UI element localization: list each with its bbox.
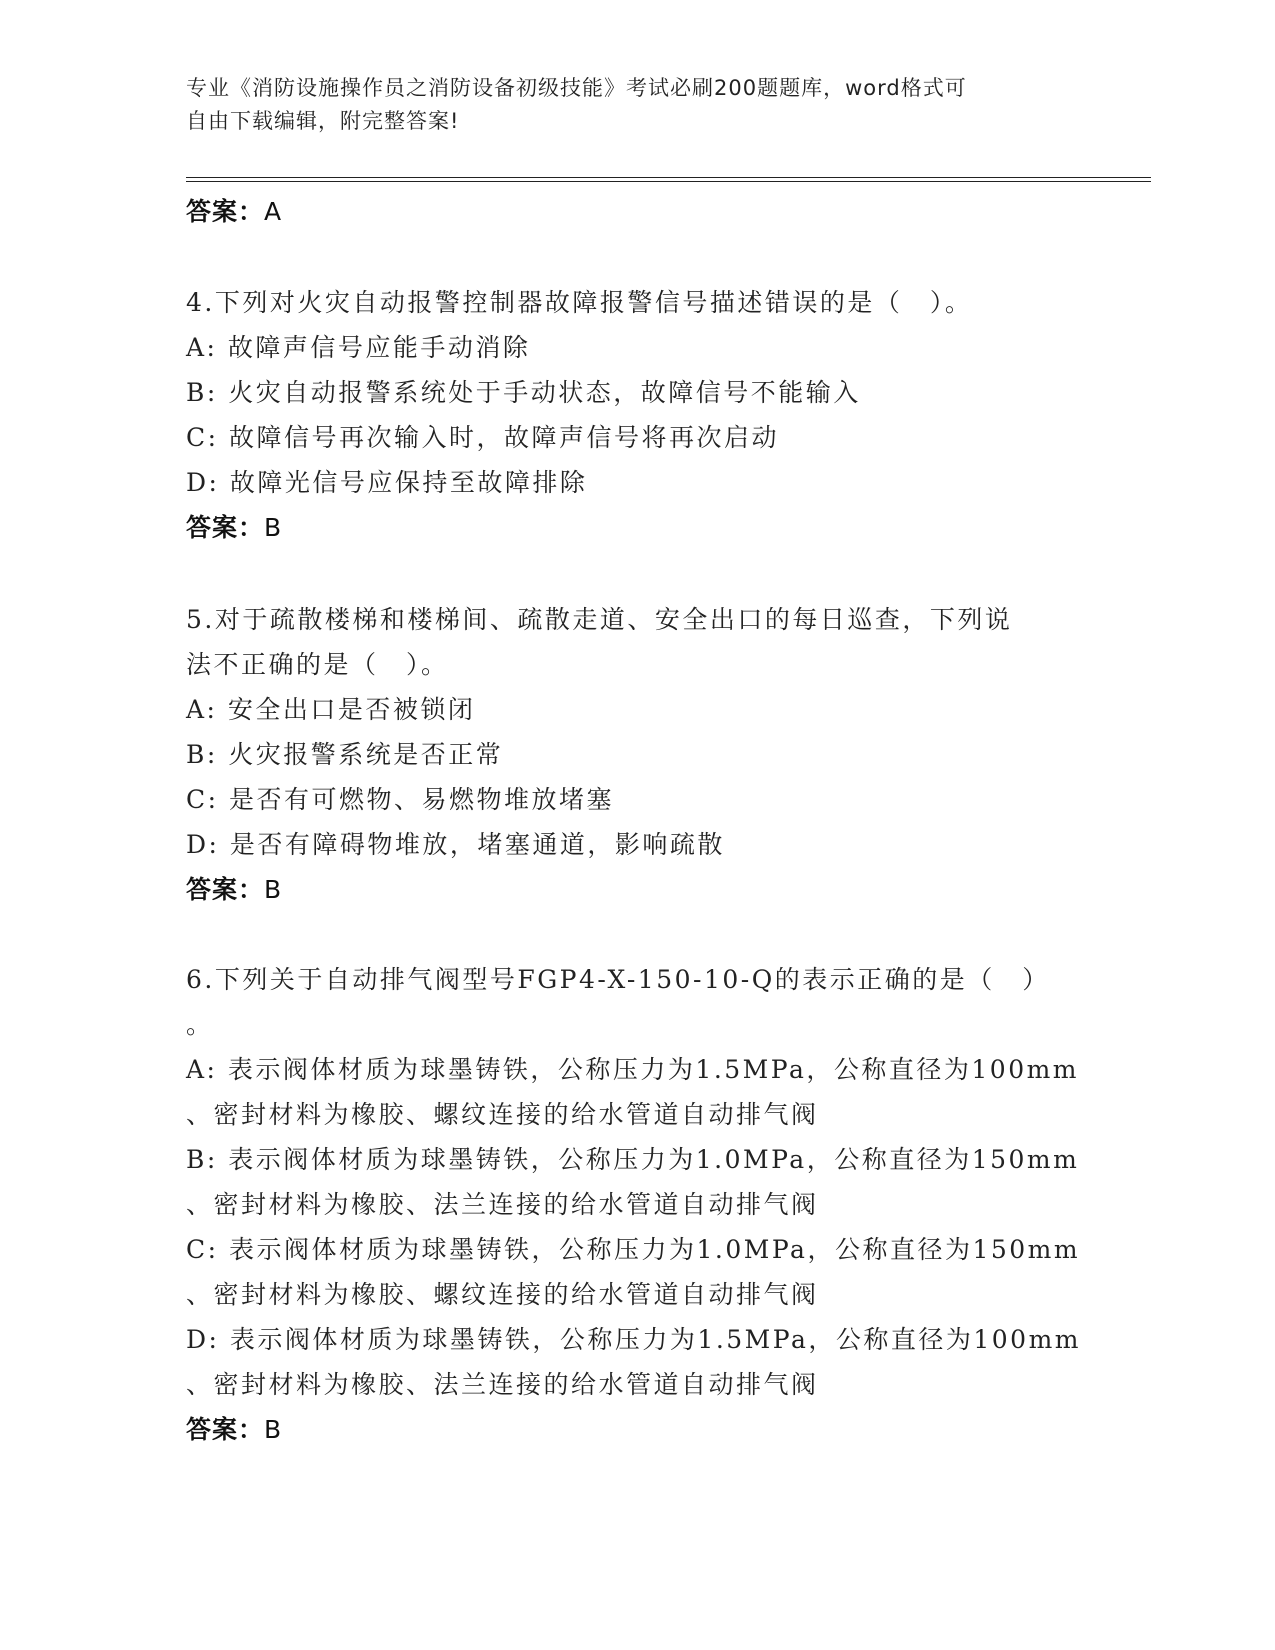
q5-option-b: B: 火灾报警系统是否正常 (186, 740, 504, 769)
q4-option-a: A: 故障声信号应能手动消除 (186, 333, 531, 362)
q6-option-c-line-2: 、密封材料为橡胶、螺纹连接的给水管道自动排气阀 (186, 1280, 819, 1309)
q6-option-d-line-2: 、密封材料为橡胶、法兰连接的给水管道自动排气阀 (186, 1370, 819, 1399)
answer-value: A (264, 197, 283, 226)
answer-label: 答案： (186, 197, 265, 226)
q5-answer (186, 870, 282, 906)
answer-label: 答案： (186, 875, 265, 904)
q6-stem-line-2: 。 (186, 1010, 214, 1039)
q4-option-c: C: 故障信号再次输入时，故障声信号将再次启动 (186, 423, 779, 452)
q6-option-b-line-1: B: 表示阀体材质为球墨铸铁，公称压力为1.0MPa，公称直径为150mm (186, 1145, 1080, 1174)
answer-value: B (264, 1415, 283, 1444)
q6-answer (186, 1410, 282, 1446)
q5-option-c: C: 是否有可燃物、易燃物堆放堵塞 (186, 785, 614, 814)
q6-option-c-line-1: C: 表示阀体材质为球墨铸铁，公称压力为1.0MPa，公称直径为150mm (186, 1235, 1081, 1264)
q6-option-b-line-2: 、密封材料为橡胶、法兰连接的给水管道自动排气阀 (186, 1190, 819, 1219)
answer-label: 答案： (186, 513, 265, 542)
q6-option-a-line-2: 、密封材料为橡胶、螺纹连接的给水管道自动排气阀 (186, 1100, 819, 1129)
answer-label: 答案： (186, 1415, 265, 1444)
answer-value: B (264, 513, 283, 542)
q6-option-d-line-1: D: 表示阀体材质为球墨铸铁，公称压力为1.5MPa，公称直径为100mm (186, 1325, 1082, 1354)
page-header (186, 72, 1086, 138)
header-divider-secondary (186, 181, 1151, 182)
header-line-2: 自由下载编辑，附完整答案! (186, 109, 460, 133)
q5-stem-line-1: 5.对于疏散楼梯和楼梯间、疏散走道、安全出口的每日巡查，下列说 (186, 605, 1013, 634)
answer-value: B (264, 875, 283, 904)
q5-option-a: A: 安全出口是否被锁闭 (186, 695, 476, 724)
q4-answer (186, 508, 282, 544)
q4-option-d: D: 故障光信号应保持至故障排除 (186, 468, 588, 497)
q5-stem-line-2: 法不正确的是（ ）。 (186, 650, 449, 679)
q4-option-b: B: 火灾自动报警系统处于手动状态，故障信号不能输入 (186, 378, 861, 407)
answer-prev (186, 192, 282, 228)
q6-stem-line-1: 6.下列关于自动排气阀型号FGP4-X-150-10-Q的表示正确的是（ ） (186, 965, 1050, 994)
q6-option-a-line-1: A: 表示阀体材质为球墨铸铁，公称压力为1.5MPa，公称直径为100mm (186, 1055, 1080, 1084)
header-line-1: 专业《消防设施操作员之消防设备初级技能》考试必刷200题题库，word格式可 (186, 76, 967, 100)
q4-stem: 4.下列对火灾自动报警控制器故障报警信号描述错误的是（ ）。 (186, 288, 973, 317)
header-divider (186, 177, 1151, 178)
q5-option-d: D: 是否有障碍物堆放，堵塞通道，影响疏散 (186, 830, 725, 859)
